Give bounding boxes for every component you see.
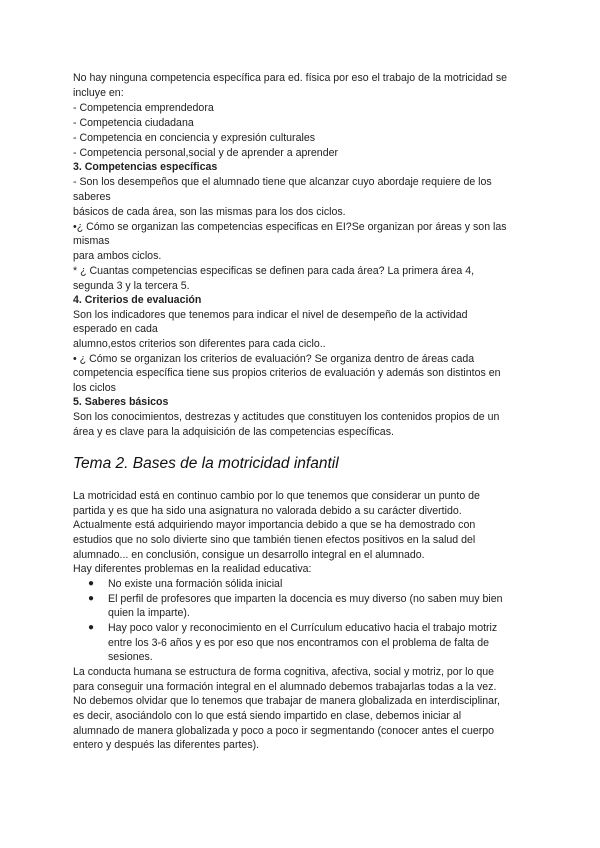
text-line: No debemos olvidar que lo tenemos que trabajar de manera globalizada en interdisciplinar, — [73, 695, 500, 707]
list-item: - Competencia personal,social y de aprender a aprender — [73, 147, 338, 159]
section-heading: 5. Saberes básicos — [73, 396, 169, 408]
list-item: - Competencia emprendedora — [73, 102, 214, 114]
text-line: para ambos ciclos. — [73, 250, 162, 262]
text-line: esperado en cada — [73, 323, 158, 335]
text-line: para conseguir una formación integral en el alumnado debemos trabajarlas todas a la vez. — [73, 681, 497, 693]
bullet-icon: ● — [88, 578, 95, 589]
list-item: El perfil de profesores que imparten la docencia es muy diverso (no saben muy bien — [108, 593, 503, 605]
bullet-icon: ● — [88, 622, 95, 633]
list-item-continued: sesiones. — [108, 651, 153, 663]
bullet-icon: ● — [88, 593, 95, 604]
text-line: saberes — [73, 191, 111, 203]
list-item-continued: quien la imparte). — [108, 607, 190, 619]
text-line: alumnado de manera globalizada y poco a poco ir segmentando (conocer antes el cuerpo — [73, 725, 495, 737]
text-line: •¿ Cómo se organizan las competencias especificas en EI?Se organizan por áreas y son las — [73, 221, 507, 233]
text-line: competencia específica tiene sus propios criterios de evaluación y además son distintos en — [73, 367, 501, 379]
list-item: - Competencia ciudadana — [73, 117, 194, 129]
text-line: Son los conocimientos, destrezas y actitudes que constituyen los contenidos propios de un — [73, 411, 500, 423]
section-heading: 3. Competencias específicas — [73, 161, 218, 173]
text-line: entero y después las diferentes partes). — [73, 739, 260, 751]
text-line: estudios que no solo divierte sino que también tienen efectos positivos en la salud del — [73, 534, 476, 546]
text-line: La conducta humana se estructura de forma cognitiva, afectiva, social y motriz, por lo que — [73, 666, 495, 678]
text-line: los ciclos — [73, 382, 116, 394]
text-line: • ¿ Cómo se organizan los criterios de evaluación? Se organiza dentro de áreas cada — [73, 353, 475, 365]
text-line: * ¿ Cuantas competencias especificas se definen para cada área? La primera área 4, — [73, 265, 475, 277]
list-item: Hay poco valor y reconocimiento en el Currículum educativo hacia el trabajo motriz — [108, 622, 498, 634]
text-line: Hay diferentes problemas en la realidad educativa: — [73, 563, 312, 575]
text-line: No hay ninguna competencia específica para ed. física por eso el trabajo de la motricidad se — [73, 72, 508, 84]
text-line: Son los indicadores que tenemos para indicar el nivel de desempeño de la actividad — [73, 309, 468, 321]
text-line: incluye en: — [73, 87, 124, 99]
text-line: - Son los desempeños que el alumnado tiene que alcanzar cuyo abordaje requiere de los — [73, 176, 492, 188]
chapter-title: Tema 2. Bases de la motricidad infantil — [73, 455, 339, 472]
text-line: mismas — [73, 235, 110, 247]
text-line: segunda 3 y la tercera 5. — [73, 280, 190, 292]
list-item-continued: entre los 3-6 años y es por eso que nos encontramos con el problema de falta de — [108, 637, 490, 649]
text-line: La motricidad está en continuo cambio por lo que tenemos que considerar un punto de — [73, 490, 480, 502]
text-line: área y es clave para la adquisición de las competencias específicas. — [73, 426, 394, 438]
text-line: alumno,estos criterios son diferentes para cada ciclo.. — [73, 338, 326, 350]
section-heading: 4. Criterios de evaluación — [73, 294, 202, 306]
list-item: No existe una formación sólida inicial — [108, 578, 283, 590]
text-line: básicos de cada área, son las mismas para los dos ciclos. — [73, 206, 346, 218]
list-item: - Competencia en conciencia y expresión culturales — [73, 132, 316, 144]
text-line: alumnado... en conclusión, consigue un desarrollo integral en el alumnado. — [73, 549, 425, 561]
text-line: Actualmente está adquiriendo mayor importancia debido a que se ha demostrado con — [73, 519, 476, 531]
text-line: es decir, asociándolo con lo que está siendo impartido en clase, debemos iniciar al — [73, 710, 462, 722]
text-line: partida y es que ha sido una asignatura no valorada debido a su carácter divertido. — [73, 505, 462, 517]
